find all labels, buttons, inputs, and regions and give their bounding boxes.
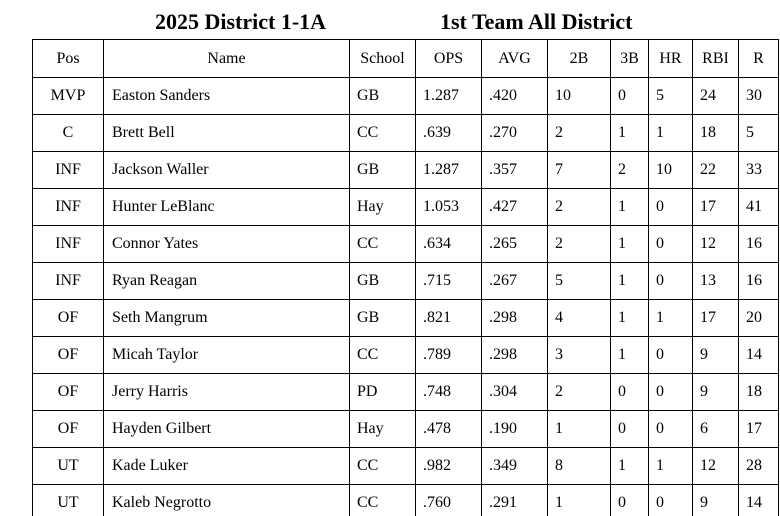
- cell-school: Hay: [350, 189, 416, 226]
- cell-ops: .639: [416, 115, 482, 152]
- cell-school: GB: [350, 300, 416, 337]
- cell-pos: INF: [33, 152, 104, 189]
- cell-ops: .982: [416, 448, 482, 485]
- cell-2b: 2: [548, 189, 611, 226]
- cell-ops: .789: [416, 337, 482, 374]
- table-row: [33, 485, 779, 516]
- cell-avg: .267: [482, 263, 548, 300]
- cell-hr: 0: [649, 226, 693, 263]
- table-header-row: [33, 40, 779, 78]
- cell-3b: 0: [611, 374, 649, 411]
- cell-2b: 5: [548, 263, 611, 300]
- cell-pos: OF: [33, 411, 104, 448]
- table-row: [33, 300, 779, 337]
- table-row: [33, 448, 779, 485]
- cell-name: Hayden Gilbert: [104, 411, 350, 448]
- cell-school: CC: [350, 337, 416, 374]
- cell-pos: OF: [33, 374, 104, 411]
- cell-rbi: 22: [693, 152, 739, 189]
- cell-name: Seth Mangrum: [104, 300, 350, 337]
- cell-rbi: 12: [693, 226, 739, 263]
- cell-2b: 4: [548, 300, 611, 337]
- cell-2b: 3: [548, 337, 611, 374]
- cell-rbi: 18: [693, 115, 739, 152]
- cell-hr: 1: [649, 300, 693, 337]
- cell-hr: 10: [649, 152, 693, 189]
- cell-r: 14: [739, 485, 779, 516]
- cell-2b: 8: [548, 448, 611, 485]
- cell-r: 33: [739, 152, 779, 189]
- cell-ops: .715: [416, 263, 482, 300]
- cell-avg: .304: [482, 374, 548, 411]
- header-avg: AVG: [482, 40, 548, 78]
- cell-avg: .357: [482, 152, 548, 189]
- cell-hr: 0: [649, 337, 693, 374]
- cell-rbi: 24: [693, 78, 739, 115]
- cell-school: GB: [350, 152, 416, 189]
- cell-r: 30: [739, 78, 779, 115]
- cell-avg: .298: [482, 300, 548, 337]
- cell-hr: 1: [649, 115, 693, 152]
- header-3b: 3B: [611, 40, 649, 78]
- cell-name: Jerry Harris: [104, 374, 350, 411]
- cell-ops: .748: [416, 374, 482, 411]
- all-district-table: [32, 39, 779, 516]
- cell-pos: C: [33, 115, 104, 152]
- cell-name: Hunter LeBlanc: [104, 189, 350, 226]
- cell-rbi: 13: [693, 263, 739, 300]
- header-pos: Pos: [33, 40, 104, 78]
- cell-3b: 0: [611, 411, 649, 448]
- cell-hr: 0: [649, 485, 693, 516]
- cell-2b: 1: [548, 411, 611, 448]
- cell-2b: 1: [548, 485, 611, 516]
- cell-rbi: 9: [693, 374, 739, 411]
- cell-rbi: 6: [693, 411, 739, 448]
- cell-avg: .265: [482, 226, 548, 263]
- cell-pos: INF: [33, 189, 104, 226]
- cell-hr: 1: [649, 448, 693, 485]
- cell-ops: 1.287: [416, 152, 482, 189]
- table-body: [33, 78, 779, 516]
- table-row: [33, 374, 779, 411]
- cell-pos: OF: [33, 300, 104, 337]
- cell-school: GB: [350, 78, 416, 115]
- document-title: 2025 District 1-1A: [155, 9, 327, 34]
- cell-3b: 1: [611, 226, 649, 263]
- header-rbi: RBI: [693, 40, 739, 78]
- cell-name: Ryan Reagan: [104, 263, 350, 300]
- cell-pos: UT: [33, 448, 104, 485]
- cell-r: 16: [739, 226, 779, 263]
- cell-pos: UT: [33, 485, 104, 516]
- cell-rbi: 9: [693, 485, 739, 516]
- cell-ops: .760: [416, 485, 482, 516]
- cell-3b: 1: [611, 263, 649, 300]
- header-hr: HR: [649, 40, 693, 78]
- header-r: R: [739, 40, 779, 78]
- cell-r: 17: [739, 411, 779, 448]
- cell-school: CC: [350, 448, 416, 485]
- cell-avg: .270: [482, 115, 548, 152]
- cell-name: Connor Yates: [104, 226, 350, 263]
- cell-rbi: 17: [693, 189, 739, 226]
- team-title: 1st Team All District: [440, 9, 633, 34]
- cell-ops: .821: [416, 300, 482, 337]
- cell-r: 16: [739, 263, 779, 300]
- cell-3b: 1: [611, 115, 649, 152]
- cell-ops: 1.287: [416, 78, 482, 115]
- cell-r: 18: [739, 374, 779, 411]
- cell-3b: 2: [611, 152, 649, 189]
- cell-rbi: 12: [693, 448, 739, 485]
- cell-name: Kade Luker: [104, 448, 350, 485]
- cell-pos: MVP: [33, 78, 104, 115]
- cell-rbi: 9: [693, 337, 739, 374]
- header-2b: 2B: [548, 40, 611, 78]
- cell-avg: .291: [482, 485, 548, 516]
- cell-name: Easton Sanders: [104, 78, 350, 115]
- table-row: [33, 115, 779, 152]
- cell-name: Micah Taylor: [104, 337, 350, 374]
- table-row: [33, 152, 779, 189]
- cell-2b: 10: [548, 78, 611, 115]
- cell-2b: 7: [548, 152, 611, 189]
- cell-name: Jackson Waller: [104, 152, 350, 189]
- cell-3b: 1: [611, 300, 649, 337]
- cell-school: Hay: [350, 411, 416, 448]
- cell-r: 5: [739, 115, 779, 152]
- cell-avg: .349: [482, 448, 548, 485]
- cell-pos: INF: [33, 263, 104, 300]
- cell-avg: .427: [482, 189, 548, 226]
- cell-name: Brett Bell: [104, 115, 350, 152]
- header-school: School: [350, 40, 416, 78]
- cell-avg: .190: [482, 411, 548, 448]
- cell-2b: 2: [548, 374, 611, 411]
- cell-r: 28: [739, 448, 779, 485]
- cell-3b: 1: [611, 189, 649, 226]
- cell-2b: 2: [548, 226, 611, 263]
- cell-pos: OF: [33, 337, 104, 374]
- cell-school: CC: [350, 226, 416, 263]
- cell-rbi: 17: [693, 300, 739, 337]
- cell-avg: .298: [482, 337, 548, 374]
- cell-name: Kaleb Negrotto: [104, 485, 350, 516]
- cell-r: 20: [739, 300, 779, 337]
- cell-school: PD: [350, 374, 416, 411]
- cell-avg: .420: [482, 78, 548, 115]
- cell-3b: 1: [611, 448, 649, 485]
- cell-3b: 1: [611, 337, 649, 374]
- cell-ops: .634: [416, 226, 482, 263]
- cell-school: GB: [350, 263, 416, 300]
- header-ops: OPS: [416, 40, 482, 78]
- cell-3b: 0: [611, 78, 649, 115]
- header-name: Name: [104, 40, 350, 78]
- cell-pos: INF: [33, 226, 104, 263]
- table-row: [33, 263, 779, 300]
- cell-2b: 2: [548, 115, 611, 152]
- cell-school: CC: [350, 485, 416, 516]
- cell-r: 41: [739, 189, 779, 226]
- cell-r: 14: [739, 337, 779, 374]
- cell-ops: .478: [416, 411, 482, 448]
- cell-hr: 0: [649, 374, 693, 411]
- table-row: [33, 189, 779, 226]
- cell-3b: 0: [611, 485, 649, 516]
- table-row: [33, 226, 779, 263]
- table-row: [33, 411, 779, 448]
- cell-hr: 0: [649, 411, 693, 448]
- table-row: [33, 337, 779, 374]
- cell-hr: 5: [649, 78, 693, 115]
- cell-hr: 0: [649, 189, 693, 226]
- cell-hr: 0: [649, 263, 693, 300]
- cell-ops: 1.053: [416, 189, 482, 226]
- cell-school: CC: [350, 115, 416, 152]
- table-row: [33, 78, 779, 115]
